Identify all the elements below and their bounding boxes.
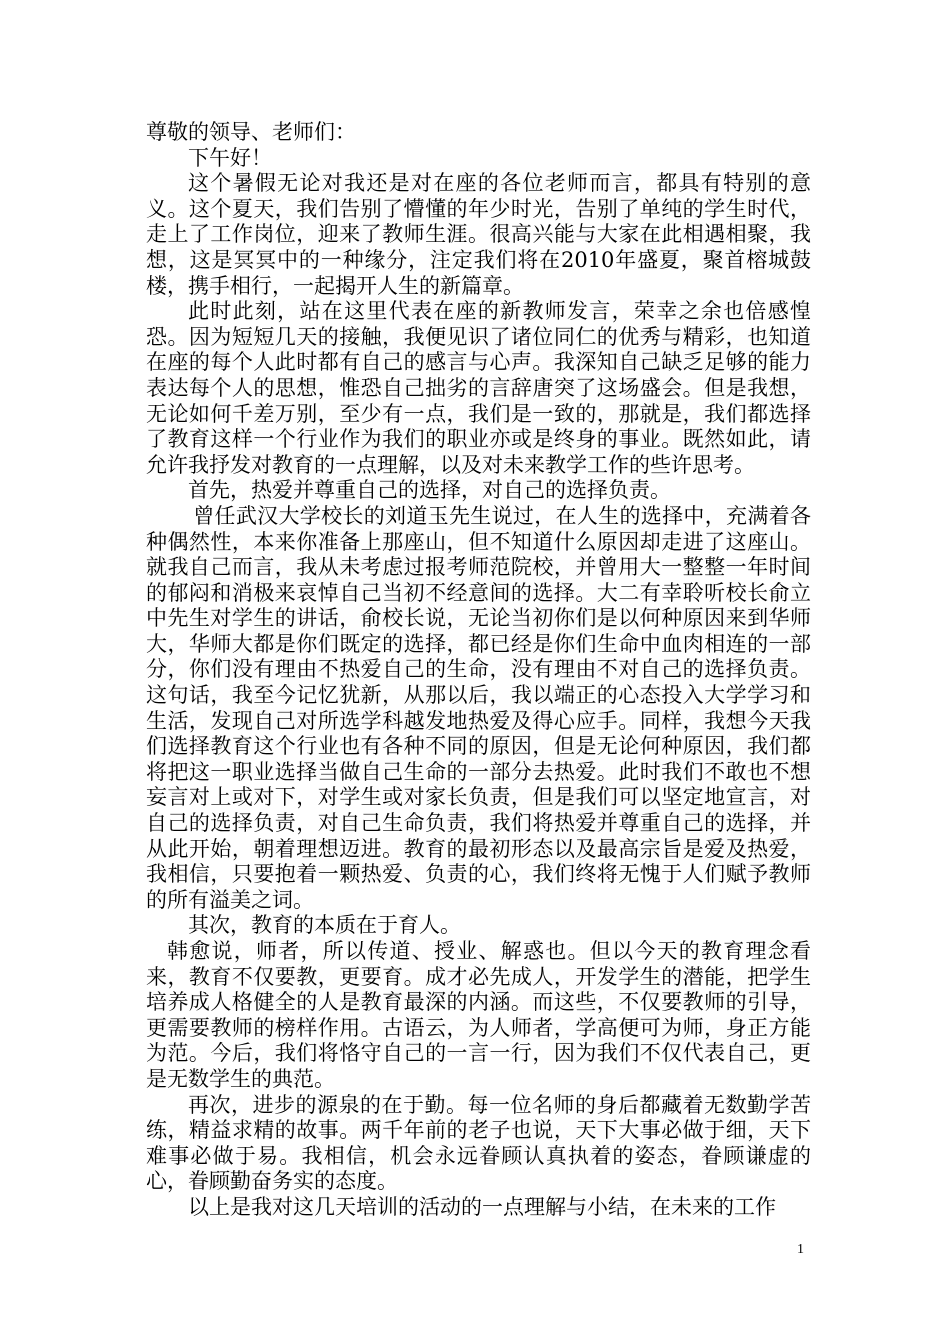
paragraph-han-yu: 韩愈说，师者，所以传道、授业、解惑也。但以今天的教育理念看来，教育不仅要教，更要育。成才必先成人，开发学生的潜能，把学生培养成人格健全的人是教育最深的内涵。而这些，不仅要教师的引导，更需要教师的榜样作用。古语云，为人师者，学高便可为师，身正方能为范。今后，我们将恪守自己的一言一行，因为我们不仅代表自己，更是无数学生的典范。 [146,939,811,1091]
salutation: 尊敬的领导、老师们： [146,120,356,144]
paragraph-liu-daoyu: 曾任武汉大学校长的刘道玉先生说过，在人生的选择中，充满着各种偶然性，本来你准备上那座山，但不知道什么原因却走进了这座山。就我自己而言，我从未考虑过报考师范院校，并曾用大一整整一年时间的郁闷和消极来哀悼自己当初不经意间的选择。大二有幸聆听校长俞立中先生对学生的讲话，俞校长说，无论当初你们是以何种原因来到华师大，华师大都是你们既定的选择，都已经是你们生命中血肉相连的一部分，你们没有理由不热爱自己的生命，没有理由不对自己的选择负责。这句话，我至今记忆犹新，从那以后，我以端正的心态投入大学学习和生活，发现自己对所选学科越发地热爱及得心应手。同样，我想今天我们选择教育这个行业也有各种不同的原因，但是无论何种原因，我们都将把这一职业选择当做自己生命的一部分去热爱。此时我们不敢也不想妄言对上或对下，对学生或对家长负责，但是我们可以坚定地宣言，对自己的选择负责，对自己生命负责，我们将热爱并尊重自己的选择，并从此开始，朝着理想迈进。教育的最初形态以及最高宗旨是爱及热爱，我相信，只要抱着一颗热爱、负责的心，我们终将无愧于人们赋予教师的所有溢美之词。 [146,503,811,912]
paragraph-summer: 这个暑假无论对我还是对在座的各位老师而言，都具有特别的意义。这个夏天，我们告别了懵懂的年少时光，告别了单纯的学生时代，走上了工作岗位，迎来了教师生涯。很高兴能与大家在此相遇相聚，我想，这是冥冥中的一种缘分，注定我们将在2010年盛夏，聚首榕城鼓楼，携手相行，一起揭开人生的新篇章。 [146,171,811,298]
greeting: 下午好！ [188,145,272,170]
speech-body [146,120,811,1221]
heading-first-point: 首先，热爱并尊重自己的选择，对自己的选择负责。 [188,478,671,503]
paragraph-closing: 以上是我对这几天培训的活动的一点理解与小结，在未来的工作 [188,1194,776,1219]
page-number: 1 [797,1242,804,1257]
paragraph-third-point: 再次，进步的源泉的在于勤。每一位名师的身后都藏着无数勤学苦练，精益求精的故事。两千年前的老子也说，天下大事必做于细，天下难事必做于易。我相信，机会永远眷顾认真执着的姿态，眷顾谦虚的心，眷顾勤奋务实的态度。 [146,1092,811,1194]
heading-second-point: 其次，教育的本质在于育人。 [188,913,461,938]
paragraph-this-moment: 此时此刻，站在这里代表在座的新教师发言，荣幸之余也倍感惶恐。因为短短几天的接触，我便见识了诸位同仁的优秀与精彩，也知道在座的每个人此时都有自己的感言与心声。我深知自己缺乏足够的能力表达每个人的思想，惟恐自己拙劣的言辞唐突了这场盛会。但是我想，无论如何千差万别，至少有一点，我们是一致的，那就是，我们都选择了教育这样一个行业作为我们的职业亦或是终身的事业。既然如此，请允许我抒发对教育的一点理解，以及对未来教学工作的些许思考。 [146,299,811,477]
